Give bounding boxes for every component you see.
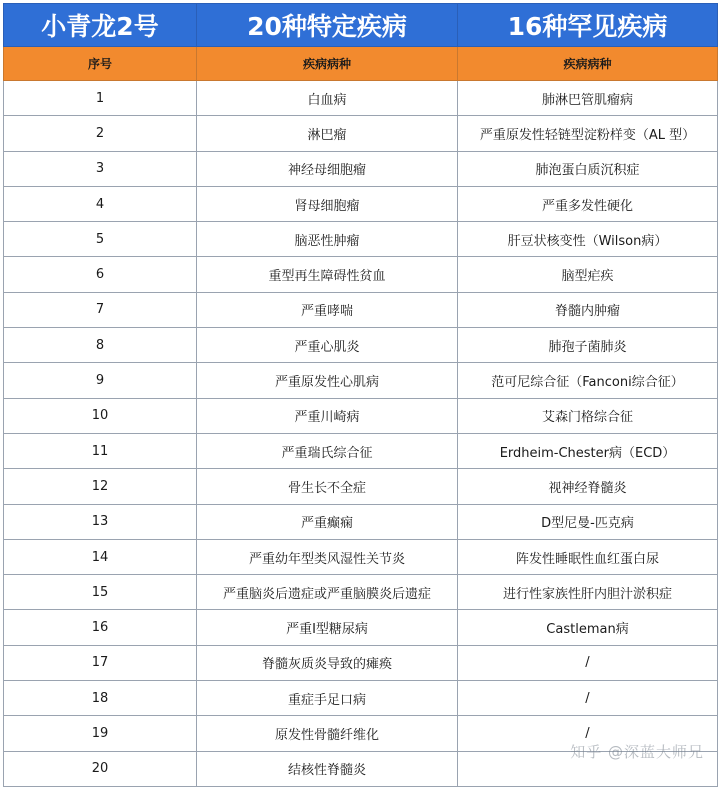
row-number: 7 — [4, 292, 197, 327]
specific-disease-cell: 严重心肌炎 — [197, 328, 458, 363]
table-row — [4, 81, 718, 116]
rare-disease-cell: 严重原发性轻链型淀粉样变（AL 型） — [458, 116, 718, 151]
rare-disease-cell: 艾森门格综合征 — [458, 398, 718, 433]
table-row — [4, 328, 718, 363]
specific-disease-cell: 淋巴瘤 — [197, 116, 458, 151]
specific-disease-cell: 骨生长不全症 — [197, 469, 458, 504]
table-row — [4, 222, 718, 257]
row-number: 6 — [4, 257, 197, 292]
row-number: 18 — [4, 681, 197, 716]
specific-diseases-title: 20种特定疾病 — [197, 4, 458, 47]
row-number: 9 — [4, 363, 197, 398]
title-row — [4, 4, 718, 47]
table-row — [4, 116, 718, 151]
specific-disease-cell: 严重原发性心肌病 — [197, 363, 458, 398]
rare-disease-cell: 肺孢子菌肺炎 — [458, 328, 718, 363]
rare-disease-cell: 肺淋巴管肌瘤病 — [458, 81, 718, 116]
specific-disease-cell: 重型再生障碍性贫血 — [197, 257, 458, 292]
table-row — [4, 186, 718, 221]
product-title: 小青龙2号 — [4, 4, 197, 47]
specific-disease-cell: 严重幼年型类风湿性关节炎 — [197, 539, 458, 574]
row-number: 3 — [4, 151, 197, 186]
specific-disease-cell: 神经母细胞瘤 — [197, 151, 458, 186]
row-number: 14 — [4, 539, 197, 574]
table-row — [4, 504, 718, 539]
rare-disease-cell: Erdheim-Chester病（ECD） — [458, 433, 718, 468]
column-header-row — [4, 47, 718, 81]
rare-disease-cell: / — [458, 681, 718, 716]
table-row — [4, 645, 718, 680]
table-row — [4, 363, 718, 398]
rare-disease-cell: D型尼曼-匹克病 — [458, 504, 718, 539]
row-number: 11 — [4, 433, 197, 468]
specific-disease-cell: 重症手足口病 — [197, 681, 458, 716]
table-row — [4, 610, 718, 645]
row-number: 12 — [4, 469, 197, 504]
row-number: 19 — [4, 716, 197, 751]
index-header: 序号 — [4, 47, 197, 81]
table-row — [4, 292, 718, 327]
table-row — [4, 469, 718, 504]
specific-disease-cell: 严重哮喘 — [197, 292, 458, 327]
specific-disease-cell: 严重川崎病 — [197, 398, 458, 433]
row-number: 10 — [4, 398, 197, 433]
specific-disease-cell: 严重脑炎后遗症或严重脑膜炎后遗症 — [197, 575, 458, 610]
rare-diseases-title: 16种罕见疾病 — [458, 4, 718, 47]
specific-disease-cell: 脊髓灰质炎导致的瘫痪 — [197, 645, 458, 680]
specific-disease-cell: 结核性脊髓炎 — [197, 751, 458, 786]
rare-disease-cell: 范可尼综合征（Fanconi综合征） — [458, 363, 718, 398]
rare-disease-cell: 进行性家族性肝内胆汁淤积症 — [458, 575, 718, 610]
row-number: 16 — [4, 610, 197, 645]
rare-disease-cell: 严重多发性硬化 — [458, 186, 718, 221]
specific-disease-cell: 严重瑞氏综合征 — [197, 433, 458, 468]
rare-disease-cell: / — [458, 716, 718, 751]
row-number: 20 — [4, 751, 197, 786]
table-row — [4, 433, 718, 468]
row-number: 8 — [4, 328, 197, 363]
rare-disease-cell: 阵发性睡眠性血红蛋白尿 — [458, 539, 718, 574]
rare-disease-cell: 视神经脊髓炎 — [458, 469, 718, 504]
rare-disease-header: 疾病病种 — [458, 47, 718, 81]
row-number: 4 — [4, 186, 197, 221]
specific-disease-cell: 脑恶性肿瘤 — [197, 222, 458, 257]
table-row — [4, 575, 718, 610]
rare-disease-cell: 肺泡蛋白质沉积症 — [458, 151, 718, 186]
disease-table — [3, 3, 718, 787]
rare-disease-cell: 肝豆状核变性（Wilson病） — [458, 222, 718, 257]
row-number: 13 — [4, 504, 197, 539]
row-number: 1 — [4, 81, 197, 116]
rare-disease-cell: / — [458, 645, 718, 680]
table-row — [4, 257, 718, 292]
specific-disease-cell: 严重癫痫 — [197, 504, 458, 539]
table-row — [4, 151, 718, 186]
specific-disease-cell: 原发性骨髓纤维化 — [197, 716, 458, 751]
specific-disease-header: 疾病病种 — [197, 47, 458, 81]
specific-disease-cell: 肾母细胞瘤 — [197, 186, 458, 221]
specific-disease-cell: 白血病 — [197, 81, 458, 116]
row-number: 2 — [4, 116, 197, 151]
row-number: 5 — [4, 222, 197, 257]
table-row — [4, 398, 718, 433]
rare-disease-cell: Castleman病 — [458, 610, 718, 645]
watermark: 知乎 @深蓝大师兄 — [570, 743, 704, 761]
rare-disease-cell: 脑型疟疾 — [458, 257, 718, 292]
table-row — [4, 539, 718, 574]
specific-disease-cell: 严重I型糖尿病 — [197, 610, 458, 645]
rare-disease-cell: 脊髓内肿瘤 — [458, 292, 718, 327]
table-row — [4, 681, 718, 716]
row-number: 15 — [4, 575, 197, 610]
row-number: 17 — [4, 645, 197, 680]
